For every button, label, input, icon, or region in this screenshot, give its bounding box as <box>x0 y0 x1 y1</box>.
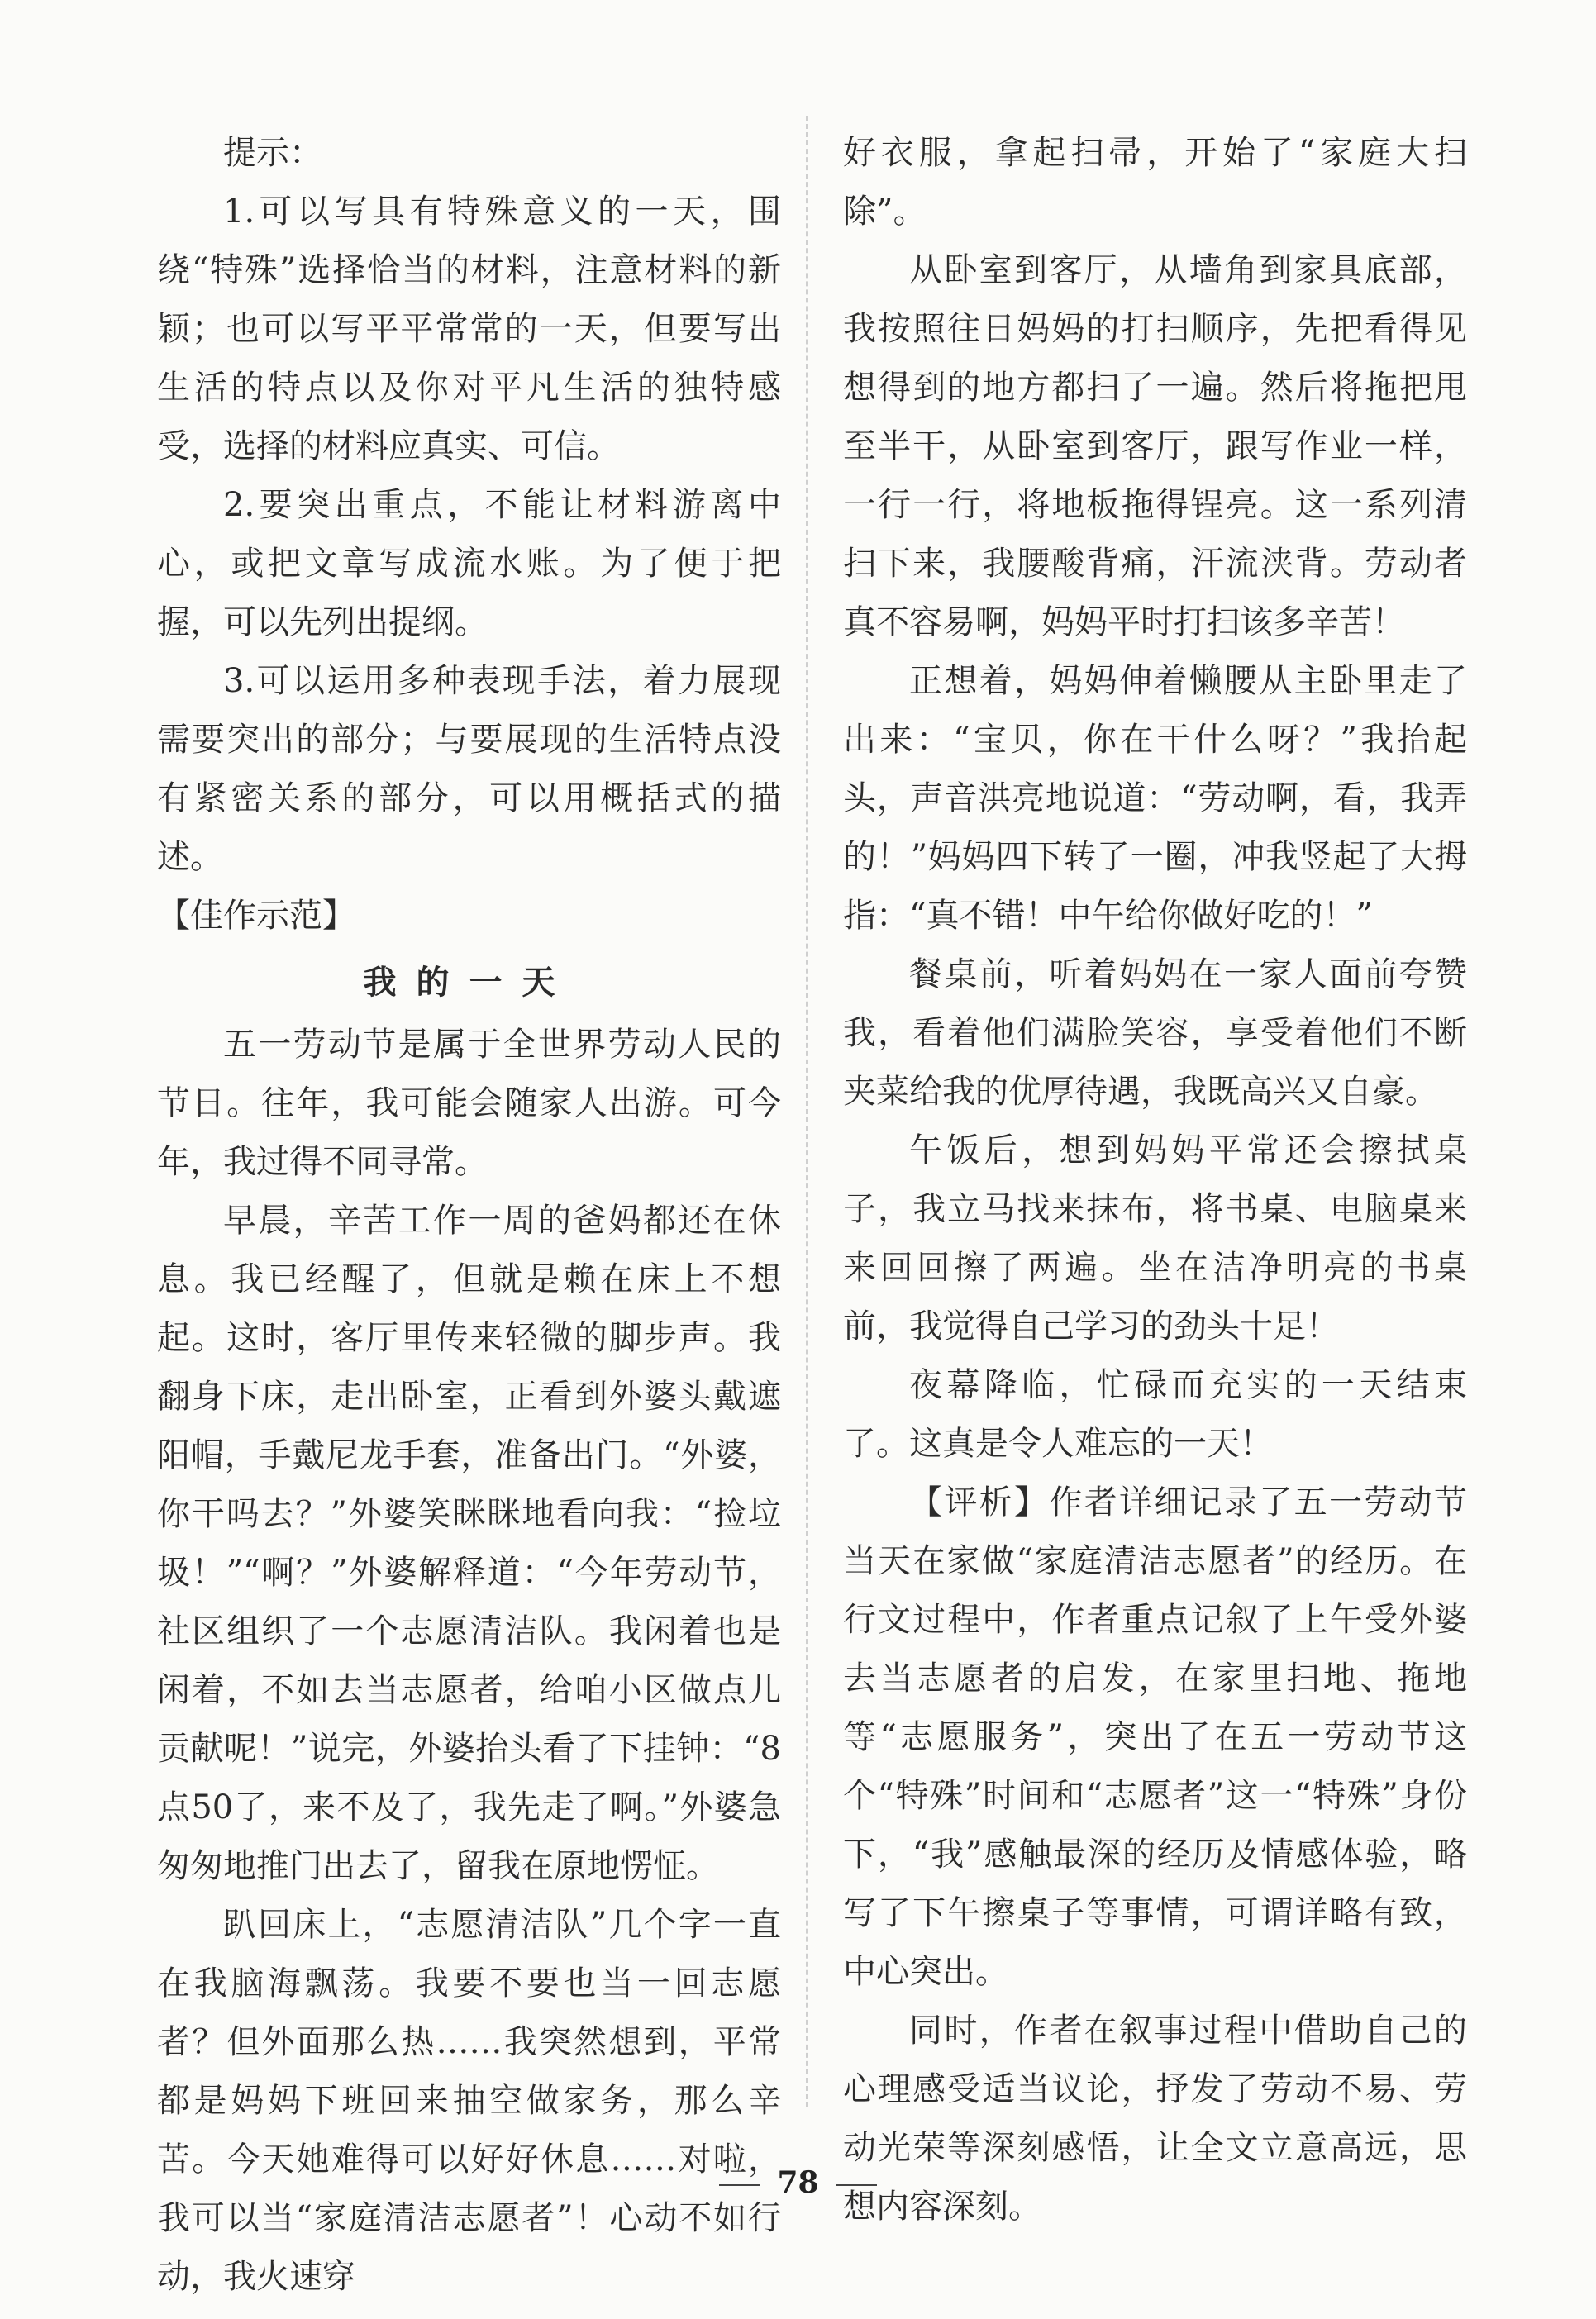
essay-paragraph: 从卧室到客厅，从墙角到家具底部，我按照往日妈妈的打扫顺序，先把看得见想得到的地方都扫了一遍。然后将拖把甩至半干，从卧室到客厅，跟写作业一样，一行一行，将地板拖得锃亮。这一系列清扫下来，我腰酸背痛，汗流浃背。劳动者真不容易啊，妈妈平时打扫该多辛苦！ <box>843 251 1467 641</box>
essay-paragraph: 早晨，辛苦工作一周的爸妈都还在休息。我已经醒了，但就是赖在床上不想起。这时，客厅里传来轻微的脚步声。我翻身下床，走出卧室，正看到外婆头戴遮阳帽，手戴尼龙手套，准备出门。“外婆，你干吗去？”外婆笑眯眯地看向我：“捡垃圾！”“啊？”外婆解释道：“今年劳动节，社区组织了一个志愿清洁队。我闲着也是闲着，不如去当志愿者，给咱小区做点儿贡献呢！”说完，外婆抬头看了下挂钟：“8点50了，来不及了，我先走了啊。”外婆急匆匆地推门出去了，留我在原地愣怔。 <box>157 1202 781 1885</box>
footer-rule-right <box>836 2184 877 2186</box>
essay-paragraph: 夜幕降临，忙碌而充实的一天结束了。这真是令人难忘的一天！ <box>843 1366 1467 1463</box>
essay-paragraph: 餐桌前，听着妈妈在一家人面前夸赞我，看着他们满脸笑容，享受着他们不断夹菜给我的优厚待遇，我既高兴又自豪。 <box>843 955 1467 1111</box>
hint-item-2: 2.要突出重点，不能让材料游离中心，或把文章写成流水账。为了便于把握，可以先列出提纲。 <box>157 486 781 641</box>
essay-paragraph: 五一劳动节是属于全世界劳动人民的节日。往年，我可能会随家人出游。可今年，我过得不同寻常。 <box>157 1026 781 1181</box>
page-number: 78 <box>777 2165 819 2200</box>
hint-item-3: 3.可以运用多种表现手法，着力展现需要突出的部分；与要展现的生活特点没有紧密关系的部分，可以用概括式的描述。 <box>157 662 781 876</box>
analysis-label: 【评析】 <box>909 1483 1050 1521</box>
right-column <box>843 124 1467 2236</box>
essay-paragraph-continued: 好衣服，拿起扫帚，开始了“家庭大扫除”。 <box>843 134 1467 231</box>
essay-paragraph: 午饭后，想到妈妈平常还会擦拭桌子，我立马找来抹布，将书桌、电脑桌来来回回擦了两遍。坐在洁净明亮的书桌前，我觉得自己学习的劲头十足！ <box>843 1131 1467 1345</box>
essay-paragraph: 趴回床上，“志愿清洁队”几个字一直在我脑海飘荡。我要不要也当一回志愿者？但外面那么热……我突然想到，平常都是妈妈下班回来抽空做家务，那么辛苦。今天她难得可以好好休息……对啦，我可以当“家庭清洁志愿者”！心动不如行动，我火速穿 <box>157 1906 781 2296</box>
page-footer <box>0 2165 1596 2200</box>
essay-paragraph: 正想着，妈妈伸着懒腰从主卧里走了出来：“宝贝，你在干什么呀？”我抬起头，声音洪亮地说道：“劳动啊，看，我弄的！”妈妈四下转了一圈，冲我竖起了大拇指：“真不错！中午给你做好吃的！” <box>843 662 1467 935</box>
analysis-paragraph <box>843 1474 1467 2002</box>
hint-item-1: 1.可以写具有特殊意义的一天，围绕“特殊”选择恰当的材料，注意材料的新颖；也可以写平平常常的一天，但要写出生活的特点以及你对平凡生活的独特感受，选择的材料应真实、可信。 <box>157 193 781 465</box>
analysis-paragraph: 同时，作者在叙事过程中借助自己的心理感受适当议论，抒发了劳动不易、劳动光荣等深刻感悟，让全文立意高远，思想内容深刻。 <box>843 2012 1467 2226</box>
analysis-text: 作者详细记录了五一劳动节当天在家做“家庭清洁志愿者”的经历。在行文过程中，作者重点记叙了上午受外婆去当志愿者的启发，在家里扫地、拖地等“志愿服务”，突出了在五一劳动节这个“特殊”时间和“志愿者”这一“特殊”身份下，“我”感触最深的经历及情感体验，略写了下午擦桌子等事情，可谓详略有致，中心突出。 <box>843 1483 1468 1991</box>
essay-title: 我的一天 <box>363 964 575 1002</box>
footer-rule-left <box>719 2184 760 2186</box>
model-essay-label: 【佳作示范】 <box>157 897 355 935</box>
column-divider <box>806 116 808 2107</box>
hints-heading: 提示： <box>223 134 322 172</box>
left-column <box>157 124 781 2307</box>
